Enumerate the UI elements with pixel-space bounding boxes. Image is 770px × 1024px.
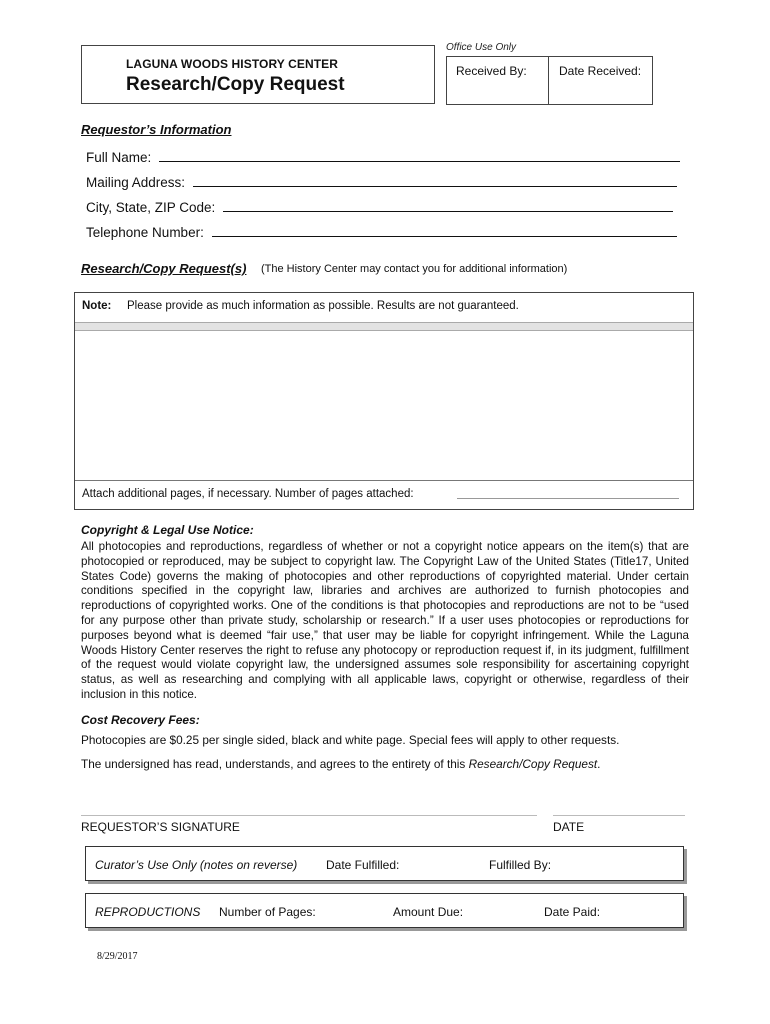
- office-use-label: Office Use Only: [446, 42, 517, 53]
- full-name-field[interactable]: [159, 161, 680, 162]
- city-state-zip-label: City, State, ZIP Code:: [86, 200, 216, 215]
- pages-attached-field[interactable]: [457, 498, 679, 499]
- date-paid-field[interactable]: Date Paid:: [544, 905, 601, 919]
- signature-field[interactable]: [81, 815, 537, 816]
- mailing-address-label: Mailing Address:: [86, 175, 186, 190]
- note-label: Note:: [82, 300, 112, 312]
- date-fulfilled-field[interactable]: Date Fulfilled:: [326, 858, 400, 872]
- research-contact-note: (The History Center may contact you for additional information): [261, 263, 568, 275]
- date-field[interactable]: [553, 815, 685, 816]
- date-label: DATE: [553, 820, 585, 834]
- agreement-document-name: Research/Copy Request: [468, 757, 598, 771]
- telephone-field[interactable]: [212, 236, 677, 237]
- cost-text: Photocopies are $0.25 per single sided, black and white page. Special fees will apply to other requests.: [81, 733, 620, 747]
- telephone-label: Telephone Number:: [86, 225, 204, 240]
- form-title: Research/Copy Request: [126, 74, 345, 95]
- date-received-field[interactable]: Date Received:: [559, 64, 642, 78]
- curator-title: Curator’s Use Only (notes on reverse): [95, 858, 298, 872]
- agreement-prefix: The undersigned has read, understands, and agrees to the entirety of this: [81, 757, 469, 771]
- agreement-text: [81, 757, 600, 771]
- copyright-heading: Copyright & Legal Use Notice:: [81, 523, 254, 537]
- received-by-field[interactable]: Received By:: [456, 64, 527, 78]
- request-details-field[interactable]: [76, 331, 692, 479]
- city-state-zip-row: [86, 200, 673, 215]
- mailing-address-field[interactable]: [193, 186, 677, 187]
- fulfilled-by-field[interactable]: Fulfilled By:: [489, 858, 552, 872]
- full-name-label: Full Name:: [86, 150, 152, 165]
- reproductions-title: REPRODUCTIONS: [95, 905, 201, 919]
- attach-pages-label: Attach additional pages, if necessary. Number of pages attached:: [82, 488, 414, 500]
- mailing-address-row: [86, 175, 677, 190]
- research-heading: Research/Copy Request(s): [81, 261, 247, 276]
- amount-due-field[interactable]: Amount Due:: [393, 905, 464, 919]
- curator-use-box: [85, 846, 684, 881]
- reproductions-box: [85, 893, 684, 928]
- attach-divider: [75, 480, 693, 481]
- telephone-row: [86, 225, 677, 240]
- requestor-heading: Requestor’s Information: [81, 122, 232, 137]
- signature-label: REQUESTOR’S SIGNATURE: [81, 820, 240, 834]
- number-of-pages-field[interactable]: Number of Pages:: [219, 905, 316, 919]
- revision-date: 8/29/2017: [97, 951, 138, 962]
- copyright-text: All photocopies and reproductions, regardless of whether or not a copyright notice appears on the item(s) that are photocopied or reproduced, may be subject to copyright law. The Copyright Law of the United States (Title17, United States Code) governs the making of photocopies and other reproductions of copyrighted material. Under certain conditions specified in the copyright law, libraries and archives are authorized to furnish photocopies and reproductions of copyrighted works. One of the conditions is that photocopies and reproductions are not to be “used for any purpose other than private study, scholarship or research.” If a user uses photocopies or reproductions for purposes beyond what is deemed “fair use,” that user may be liable for copyright infringement. While the Laguna Woods History Center reserves the right to refuse any photocopy or reproduction request if, in its judgment, fulfillment of the request would violate copyright law, the undersigned assumes sole responsibility for ascertaining copyright status, as well as researching and complying with all applicable laws, copyright or otherwise, regardless of their inclusion in this notice.: [81, 540, 689, 701]
- cost-heading: Cost Recovery Fees:: [81, 713, 200, 727]
- note-text: Please provide as much information as possible. Results are not guaranteed.: [127, 300, 519, 312]
- city-state-zip-field[interactable]: [223, 211, 673, 212]
- org-name: LAGUNA WOODS HISTORY CENTER: [126, 57, 339, 71]
- note-separator: [75, 322, 693, 331]
- agreement-suffix: .: [597, 757, 601, 771]
- office-use-divider: [548, 56, 549, 105]
- full-name-row: [86, 150, 680, 165]
